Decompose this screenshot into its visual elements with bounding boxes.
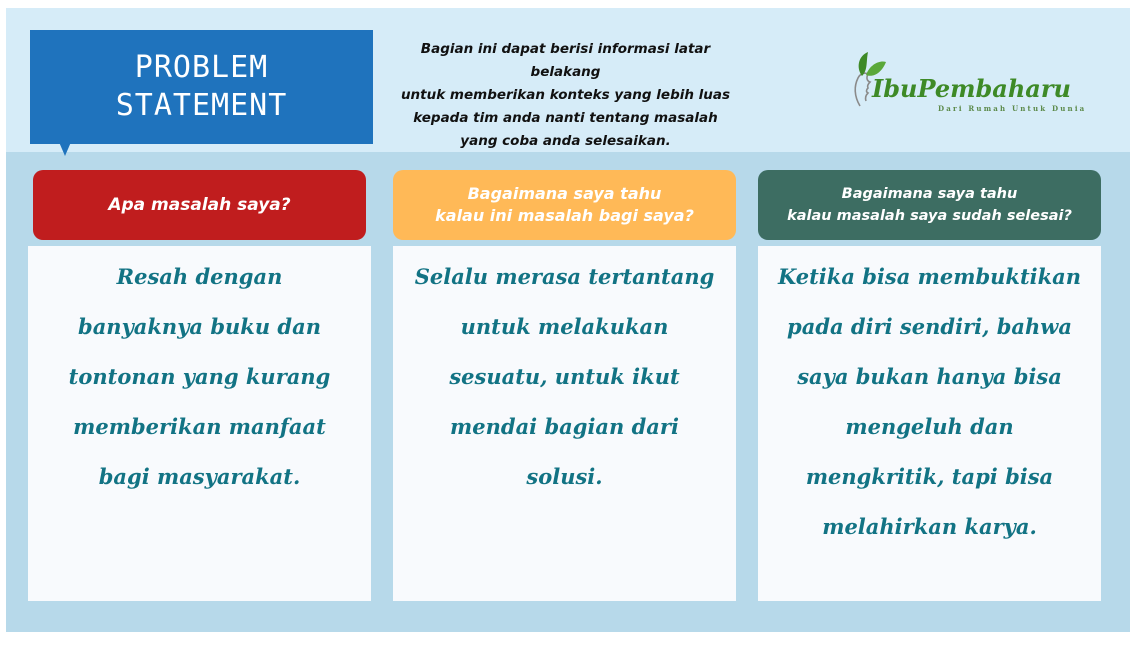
column-2-line-1: Selalu merasa tertantang xyxy=(414,264,715,289)
intro-line-1: Bagian ini dapat berisi informasi latar belakang xyxy=(420,41,711,80)
column-3-header-line-1: Bagaimana saya tahu xyxy=(841,186,1018,202)
title-line-1: PROBLEM xyxy=(134,50,269,85)
column-2-line-2: untuk melakukan xyxy=(460,314,669,339)
slide-canvas xyxy=(6,8,1130,632)
column-3-line-3: saya bukan hanya bisa xyxy=(797,364,1062,389)
column-2-header-line-2: kalau ini masalah bagi saya? xyxy=(435,206,694,225)
column-1-body xyxy=(28,246,371,601)
column-2-header xyxy=(393,170,736,240)
column-1-line-5: bagi masyarakat. xyxy=(98,464,301,489)
intro-text xyxy=(398,38,733,153)
column-3-line-1: Ketika bisa membuktikan xyxy=(777,264,1082,289)
column-2-line-4: mendai bagian dari xyxy=(450,414,679,439)
brand-logo xyxy=(846,48,1106,128)
column-3-body xyxy=(758,246,1101,601)
title-line-2: STATEMENT xyxy=(115,88,288,123)
column-2-body xyxy=(393,246,736,601)
intro-line-3: kepada tim anda nanti tentang masalah xyxy=(413,110,718,126)
column-1-header-line-1: Apa masalah saya? xyxy=(108,195,291,215)
column-1-line-2: banyaknya buku dan xyxy=(78,314,321,339)
column-3-line-2: pada diri sendiri, bahwa xyxy=(787,314,1072,339)
intro-line-2: untuk memberikan konteks yang lebih luas xyxy=(400,87,731,103)
column-3-line-4: mengeluh dan xyxy=(845,414,1014,439)
brand-name: IbuPembaharu xyxy=(872,74,1071,103)
title-callout-pointer xyxy=(59,142,71,156)
brand-tagline: Dari Rumah Untuk Dunia xyxy=(938,104,1087,113)
column-1-line-4: memberikan manfaat xyxy=(73,414,326,439)
column-2-header-line-1: Bagaimana saya tahu xyxy=(467,184,662,203)
column-3-line-6: melahirkan karya. xyxy=(822,514,1037,539)
column-1-text xyxy=(28,246,371,502)
column-2-line-3: sesuatu, untuk ikut xyxy=(449,364,680,389)
title-callout xyxy=(30,30,373,144)
column-3-header-line-2: kalau masalah saya sudah selesai? xyxy=(787,208,1072,224)
column-3-header xyxy=(758,170,1101,240)
column-2-text xyxy=(393,246,736,502)
column-1-line-3: tontonan yang kurang xyxy=(68,364,331,389)
column-3-line-5: mengkritik, tapi bisa xyxy=(805,464,1054,489)
column-1-line-1: Resah dengan xyxy=(116,264,283,289)
column-1-header xyxy=(33,170,366,240)
column-3-text xyxy=(758,246,1101,552)
intro-line-4: yang coba anda selesaikan. xyxy=(460,133,671,149)
column-2-line-5: solusi. xyxy=(526,464,603,489)
